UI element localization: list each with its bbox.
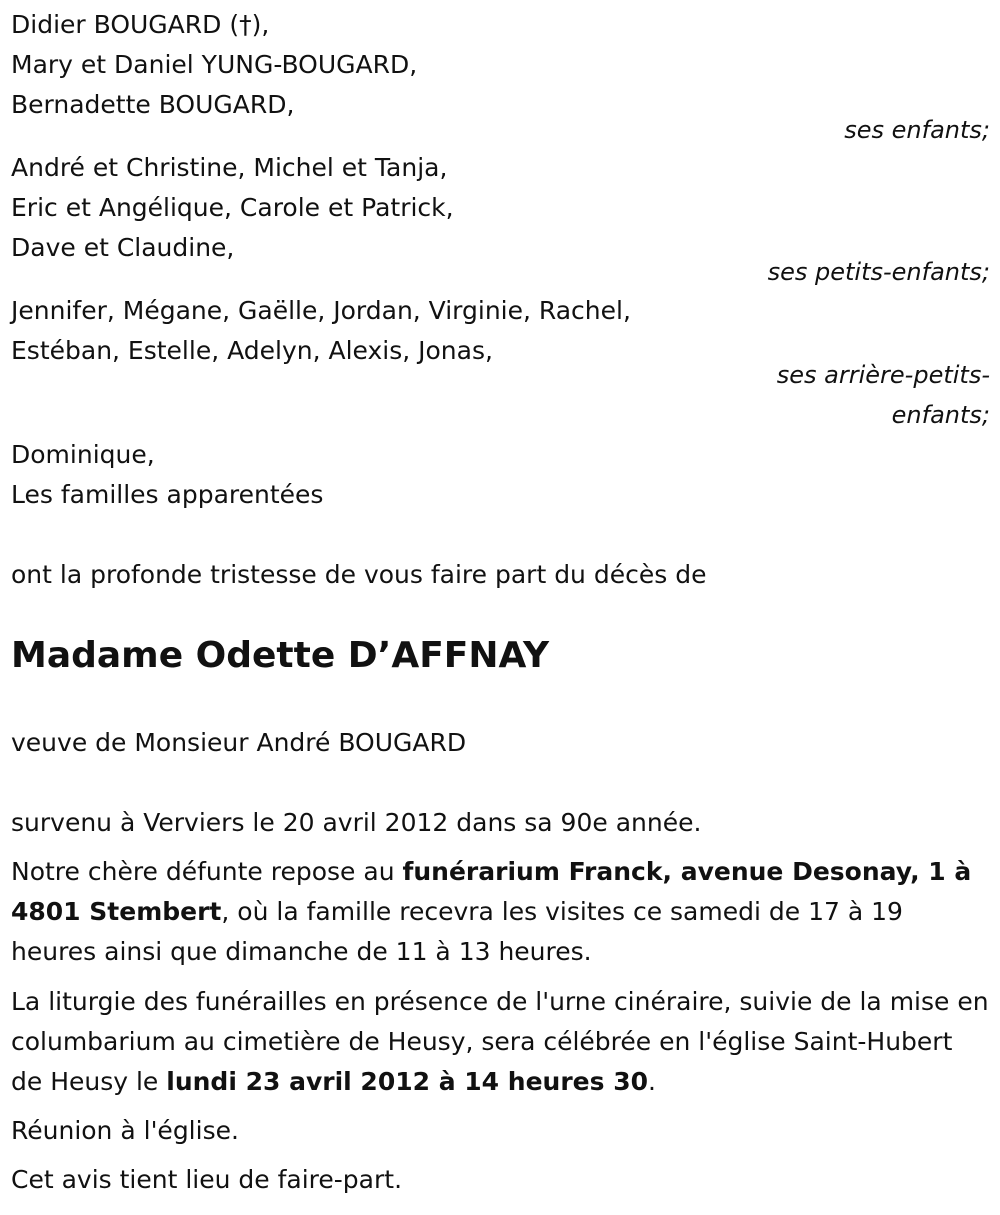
grandchildren-line-3: Dave et Claudine, — [11, 233, 235, 262]
grandchildren-role: ses petits-enfants; — [767, 258, 990, 286]
rest-paragraph — [11, 852, 989, 972]
other-family-1: Dominique, — [11, 440, 155, 469]
meeting-text: Réunion à l'église. — [11, 1116, 239, 1145]
death-info-text: survenu à Verviers le 20 avril 2012 dans sa 90e année. — [11, 808, 702, 837]
great-grandchildren-role-line-1: ses arrière-petits- — [776, 361, 990, 389]
widow-of-text: veuve de Monsieur André BOUGARD — [11, 728, 467, 757]
liturgy-datetime: lundi 23 avril 2012 à 14 heures 30 — [166, 1067, 648, 1096]
child-1: Didier BOUGARD (†), — [11, 10, 270, 39]
liturgy-suffix: . — [648, 1067, 656, 1096]
great-grandchildren-line-1: Jennifer, Mégane, Gaëlle, Jordan, Virginie, Rachel, — [11, 296, 631, 325]
rest-suffix: , où la famille recevra les visites ce samedi de 17 à 19 heures ainsi que dimanche de 11 à 13 heures. — [11, 897, 903, 966]
great-grandchildren-role-line-2: enfants; — [891, 401, 990, 429]
rest-prefix: Notre chère défunte repose au — [11, 857, 403, 886]
child-3: Bernadette BOUGARD, — [11, 90, 295, 119]
great-grandchildren-line-2: Estéban, Estelle, Adelyn, Alexis, Jonas, — [11, 336, 493, 365]
funeral-home-location: funérarium Franck, avenue Desonay, 1 à 4801 Stembert — [11, 857, 972, 926]
grandchildren-line-1: André et Christine, Michel et Tanja, — [11, 153, 448, 182]
announcement-text: ont la profonde tristesse de vous faire part du décès de — [11, 560, 707, 589]
children-role: ses enfants; — [844, 116, 990, 144]
notice-text: Cet avis tient lieu de faire-part. — [11, 1165, 403, 1194]
child-2: Mary et Daniel YUNG-BOUGARD, — [11, 50, 418, 79]
grandchildren-line-2: Eric et Angélique, Carole et Patrick, — [11, 193, 454, 222]
other-family-2: Les familles apparentées — [11, 480, 324, 509]
deceased-name: Madame Odette D’AFFNAY — [11, 635, 550, 676]
liturgy-prefix: La liturgie des funérailles en présence de l'urne cinéraire, suivie de la mise en columbarium au cimetière de Heusy, sera célébrée en l'église Saint-Hubert de Heusy le — [11, 987, 989, 1096]
liturgy-paragraph — [11, 982, 989, 1102]
